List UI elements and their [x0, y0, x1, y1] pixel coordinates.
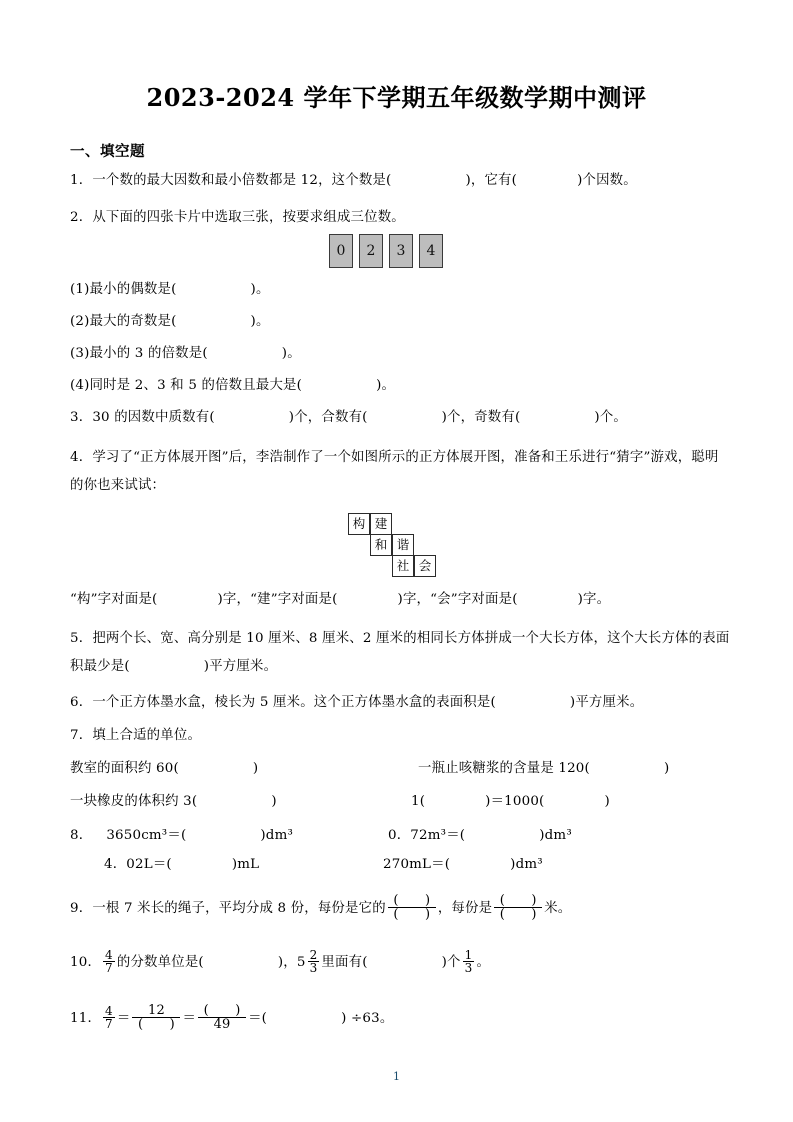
- question-2-sub-1: [70, 281, 270, 299]
- question-4-blanks: [70, 591, 610, 609]
- q1-number: 1．: [70, 173, 93, 188]
- q7-r1-left-text: 教室的面积约 60(: [70, 761, 179, 776]
- q11-f2-denominator[interactable]: ( ): [132, 1017, 180, 1031]
- q4-text-a: “构”字对面是(: [70, 592, 158, 607]
- question-6: [70, 694, 643, 712]
- q8-r2-right-a: 270mL＝(: [383, 857, 451, 872]
- q11-fraction-3[interactable]: [198, 1004, 246, 1031]
- q9-frac1-denominator[interactable]: ( ): [388, 907, 436, 921]
- q6-tail: )平方厘米。: [569, 695, 644, 710]
- q9-frac2-numerator[interactable]: ( ): [499, 893, 537, 908]
- q10-mixed-numerator: 2: [309, 948, 318, 962]
- q11-equals-1: ＝: [116, 1011, 131, 1026]
- number-card-0[interactable]: 0: [329, 234, 353, 268]
- q1-text-c: )个因数。: [577, 173, 637, 188]
- net-cell-she: 社: [392, 555, 414, 577]
- q8-r1-left-b: )dm³: [260, 828, 294, 843]
- q2-number: 2．: [70, 210, 93, 225]
- net-cell-he: 和: [370, 534, 392, 556]
- question-8-row-1-right: [388, 827, 572, 845]
- q9-text-b: ，每份是: [437, 901, 493, 916]
- number-card-2[interactable]: 2: [359, 234, 383, 268]
- q7-r2-left-text: 一块橡皮的体积约 3(: [70, 794, 198, 809]
- q8-number: 8．: [70, 828, 93, 843]
- q9-text-c: 米。: [544, 901, 572, 916]
- q11-f2-numerator: 12: [147, 1003, 165, 1018]
- q9-number: 9．: [70, 901, 93, 916]
- q4-text-b: )字，“建”字对面是(: [217, 592, 338, 607]
- q10-text-c: 里面有(: [321, 955, 368, 970]
- q9-fraction-1[interactable]: [388, 894, 436, 921]
- q9-frac1-numerator[interactable]: ( ): [393, 893, 431, 908]
- q9-text-a: 一根 7 米长的绳子，平均分成 8 份，每份是它的: [92, 901, 386, 916]
- question-7-row-1-left: [70, 760, 258, 778]
- q10-text-b: )，5: [277, 955, 306, 970]
- q4-number: 4．: [70, 450, 93, 465]
- q11-f3-numerator[interactable]: ( ): [203, 1003, 241, 1018]
- q11-tail-open: (: [261, 1011, 268, 1026]
- question-8-row-2: [104, 856, 259, 874]
- q1-text-a: 一个数的最大因数和最小倍数都是 12，这个数是(: [92, 173, 392, 188]
- q5-tail: )平方厘米。: [203, 659, 278, 674]
- q8-r2-left-b: )mL: [231, 857, 260, 872]
- question-5: [70, 625, 730, 681]
- q11-equals-2: ＝: [182, 1011, 197, 1026]
- question-2-sub-2: [70, 313, 270, 331]
- q11-fraction-2[interactable]: [132, 1004, 180, 1031]
- question-10: [70, 950, 490, 975]
- q5-number: 5．: [70, 631, 93, 646]
- q11-tail-text: ÷63。: [351, 1011, 394, 1026]
- q10-f2-denominator: 3: [464, 961, 473, 975]
- q3-text-a: 30 的因数中质数有(: [92, 410, 215, 425]
- q10-fraction-one-third: [463, 949, 475, 974]
- question-2-sub-4: [70, 377, 395, 395]
- number-cards-group: [329, 234, 443, 268]
- q4-text-c: )字，“会”字对面是(: [397, 592, 518, 607]
- question-9: [70, 895, 571, 922]
- question-2-stem: [70, 209, 405, 227]
- q5-stem-text: 把两个长、宽、高分别是 10 厘米、8 厘米、2 厘米的相同长方体拼成一个大长方体，这个大长方体的表面积最少是(: [70, 631, 730, 674]
- q8-r1-right-a: 0．72m³＝(: [388, 828, 466, 843]
- q7-r2-left-tail: ): [271, 794, 277, 809]
- question-3: [70, 409, 627, 427]
- q10-f2-numerator: 1: [464, 948, 473, 962]
- question-7-row-1-right: [418, 760, 669, 778]
- q7-number: 7．: [70, 728, 93, 743]
- q2-sub4-label: (4)同时是 2、3 和 5 的倍数且最大是(: [70, 378, 303, 393]
- question-7-row-2-left: [70, 793, 277, 811]
- q2-sub2-label: (2)最大的奇数是(: [70, 314, 177, 329]
- question-2-sub-3: [70, 345, 301, 363]
- q7-r1-right-tail: ): [663, 761, 670, 776]
- question-7-row-2-right: [411, 793, 610, 811]
- page-number: 1: [393, 1070, 400, 1083]
- q11-f1-numerator: 4: [105, 1004, 113, 1018]
- q2-sub4-tail: )。: [376, 378, 396, 393]
- q11-fraction-1: [103, 1005, 115, 1030]
- q6-number: 6．: [70, 695, 93, 710]
- q4-text-d: )字。: [577, 592, 611, 607]
- question-7-stem: [70, 727, 201, 745]
- net-cell-gou: 构: [348, 513, 370, 535]
- page-title: 2023-2024 学年下学期五年级数学期中测评: [146, 83, 647, 112]
- q10-text-d: )个: [441, 955, 461, 970]
- q8-r1-right-b: )dm³: [539, 828, 572, 843]
- question-11: [70, 1005, 393, 1032]
- q7-stem-text: 填上合适的单位。: [92, 728, 202, 743]
- q6-stem-text: 一个正方体墨水盒，棱长为 5 厘米。这个正方体墨水盒的表面积是(: [92, 695, 496, 710]
- q2-sub1-tail: )。: [250, 282, 270, 297]
- q11-tail-close: ): [341, 1011, 347, 1026]
- number-card-3[interactable]: 3: [389, 234, 413, 268]
- q2-sub1-label: (1)最小的偶数是(: [70, 282, 177, 297]
- q7-r2-right-tail: ): [604, 794, 610, 809]
- question-8-row-1: [70, 827, 293, 845]
- q3-text-d: )个。: [594, 410, 628, 425]
- q7-r1-left-tail: ): [252, 761, 259, 776]
- q7-r2-right-mid: )＝1000(: [485, 794, 545, 809]
- net-cell-xie: 谐: [392, 534, 414, 556]
- q10-fraction-four-sevenths: [103, 949, 115, 974]
- q7-r2-right-text: 1(: [411, 794, 426, 809]
- q10-f1-numerator: 4: [105, 948, 113, 962]
- q11-f3-denominator: 49: [198, 1017, 246, 1031]
- cube-net-diagram: [348, 513, 444, 577]
- net-cell-hui: 会: [414, 555, 436, 577]
- q9-fraction-2[interactable]: [494, 894, 542, 921]
- section-heading-fill-in-blanks: 一、填空题: [70, 143, 145, 160]
- q3-number: 3．: [70, 410, 93, 425]
- q11-number: 11．: [70, 1011, 102, 1026]
- q2-sub3-label: (3)最小的 3 的倍数是(: [70, 346, 208, 361]
- question-8-row-2-right: [383, 856, 543, 874]
- q10-number: 10．: [70, 955, 102, 970]
- q10-mixed-fraction: [308, 949, 320, 974]
- q9-frac2-denominator[interactable]: ( ): [494, 907, 542, 921]
- q11-f1-denominator: 7: [105, 1017, 113, 1031]
- net-cell-jian: 建: [370, 513, 392, 535]
- q10-text-e: 。: [476, 955, 491, 970]
- q4-stem-text: 学习了“正方体展开图”后，李浩制作了一个如图所示的正方体展开图，准备和王乐进行“猜字”游戏，聪明的你也来试试：: [70, 450, 719, 493]
- question-4-stem: [70, 444, 730, 500]
- q8-r2-left-a: 4．02L＝(: [104, 857, 172, 872]
- q8-r2-right-b: )dm³: [510, 857, 543, 872]
- number-card-4[interactable]: 4: [419, 234, 443, 268]
- q2-sub2-tail: )。: [250, 314, 270, 329]
- q2-stem-text: 从下面的四张卡片中选取三张，按要求组成三位数。: [92, 210, 405, 225]
- q1-text-b: )，它有(: [465, 173, 518, 188]
- q11-equals-3: ＝: [248, 1011, 262, 1026]
- q8-r1-left-a: 3650cm³＝(: [106, 828, 187, 843]
- q3-text-c: )个，奇数有(: [441, 410, 521, 425]
- q10-mixed-denominator: 3: [309, 961, 318, 975]
- q2-sub3-tail: )。: [281, 346, 301, 361]
- question-1: [70, 172, 637, 190]
- q10-f1-denominator: 7: [105, 961, 113, 975]
- q7-r1-right-text: 一瓶止咳糖浆的含量是 120(: [418, 761, 590, 776]
- q10-text-a: 的分数单位是(: [116, 955, 204, 970]
- q3-text-b: )个，合数有(: [288, 410, 368, 425]
